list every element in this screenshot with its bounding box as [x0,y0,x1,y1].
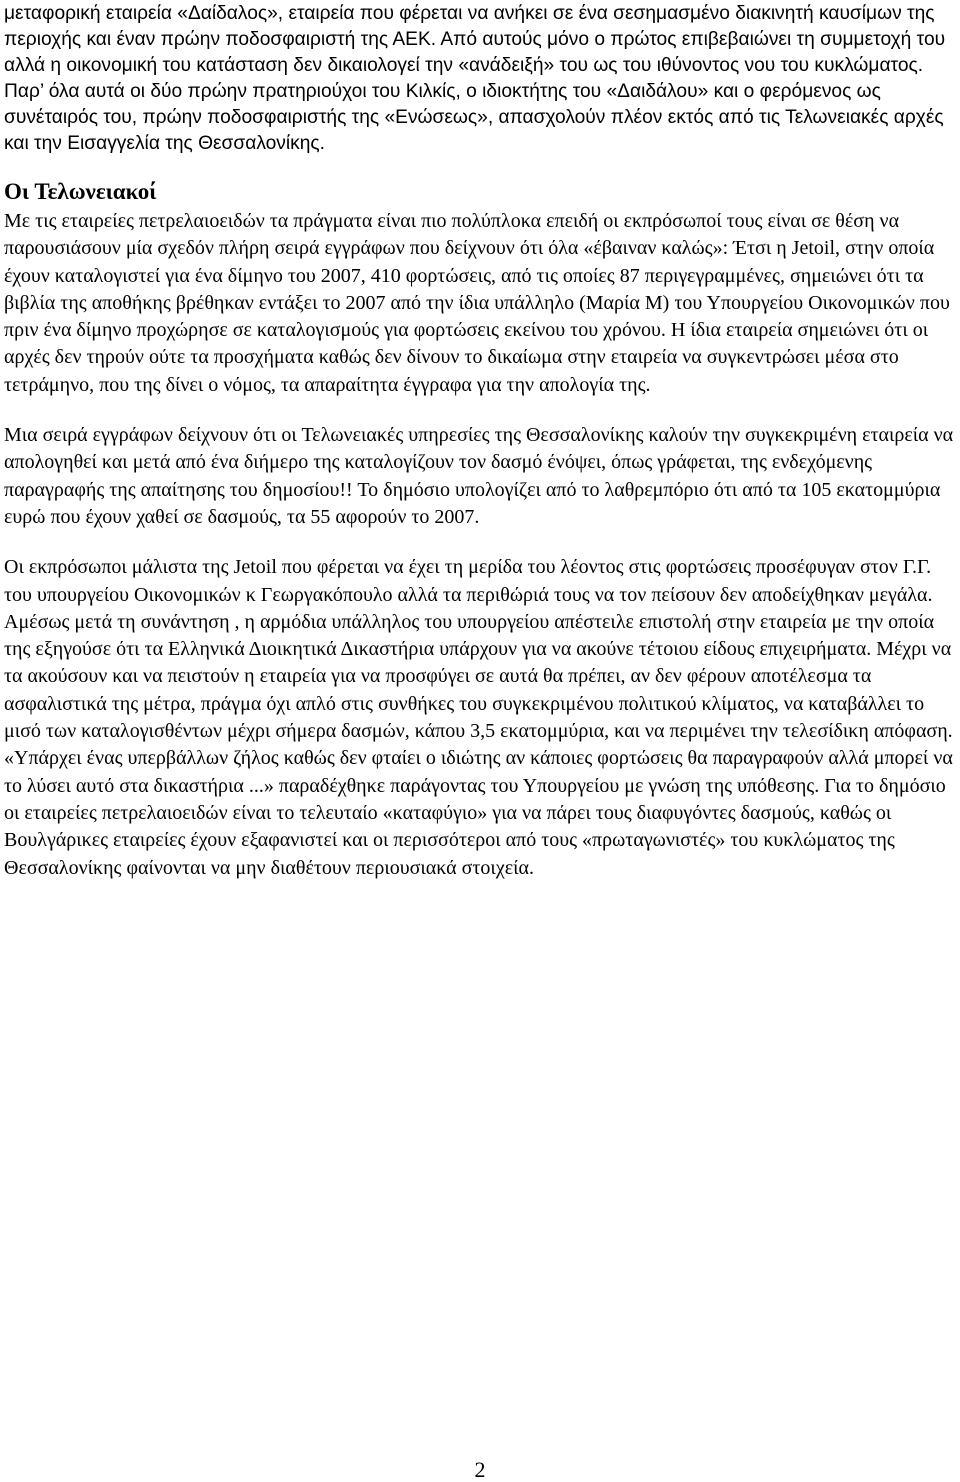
intro-paragraph: μεταφορική εταιρεία «Δαίδαλος», εταιρεία που φέρεται να ανήκει σε ένα σεσημασμένο διακινητή καυσίμων της περιοχής και έναν πρώην ποδοσφαιριστή της ΑΕΚ. Από αυτούς μόνο ο πρώτος επιβεβαιώνει τη συμμετοχή του αλλά η οικονομική του κατάσταση δεν δικαιολογεί την «ανάδειξή» του ως του ιθύνοντος νου του κυκλώματος. Παρ’ όλα αυτά οι δύο πρώην πρατηριούχοι του Κιλκίς, ο ιδιοκτήτης του «Δαιδάλου» και ο φερόμενος ως συνέταιρός του, πρώην ποδοσφαιριστής της «Ενώσεως», απασχολούν πλέον εκτός από τις Τελωνειακές αρχές και την Εισαγγελία της Θεσσαλονίκης. [4,3,946,154]
page-number: 2 [474,1457,486,1482]
document-page [4,0,956,882]
body-paragraph-2: Μια σειρά εγγράφων δείχνουν ότι οι Τελωνειακές υπηρεσίες της Θεσσαλονίκης καλούν την συγκεκριμένη εταιρεία να απολογηθεί και μετά από ένα διήμερο της καταλογίζουν τον δασμό ένόψει, όπως γράφεται, της ενδεχόμενης παραγραφής της απαίτησης του δημοσίου!! Το δημόσιο υπολογίζει από το λαθρεμπόριο ότι από τα 105 εκατομμύρια ευρώ που έχουν χαθεί σε δασμούς, τα 55 αφορούν το 2007. [4,424,954,528]
body-paragraph-1: Με τις εταιρείες πετρελαιοειδών τα πράγματα είναι πιο πολύπλοκα επειδή οι εκπρόσωποί τους είναι σε θέση να παρουσιάσουν μία σχεδόν πλήρη σειρά εγγράφων που δείχνουν ότι όλα «έβαιναν καλώς»: Έτσι η Jetoil, στην οποία έχουν καταλογιστεί για ένα δίμηνο του 2007, 410 φορτώσεις, από τις οποίες 87 περιγεγραμμένες, σημειώνει ότι τα βιβλία της αποθήκης βρέθηκαν εντάξει το 2007 από την ίδια υπάλληλο (Μαρία Μ) του Υπουργείου Οικονομικών που πριν ένα δίμηνο προχώρησε σε καταλογισμούς για φορτώσεις εκείνου του χρόνου. Η ίδια εταιρεία σημειώνει ότι οι αρχές δεν τηρούν ούτε τα προσχήματα καθώς δεν δίνουν το δικαίωμα στην εταιρεία να συγκεντρώσει μέσα στο τετράμηνο, που της δίνει ο νόμος, τα απαραίτητα έγγραφα για την απολογία της. [4,210,950,396]
section-heading: Οι Τελωνειακοί [4,179,157,204]
body-paragraph-3: Οι εκπρόσωποι μάλιστα της Jetoil που φέρεται να έχει τη μερίδα του λέοντος στις φορτώσεις προσέφυγαν στον Γ.Γ. του υπουργείου Οικονομικών κ Γεωργακόπουλο αλλά τα περιθώριά τους να τον πείσουν δεν αποδείχθηκαν μεγάλα. Αμέσως μετά τη συνάντηση , η αρμόδια υπάλληλος του υπουργείου απέστειλε επιστολή στην εταιρεία με την οποία της εξηγούσε ότι τα Ελληνικά Διοικητικά Δικαστήρια υπάρχουν για να ακούνε τέτοιου είδους επιχειρήματα. Μέχρι να τα ακούσουν και να πειστούν η εταιρεία για να προσφύγει σε αυτά θα πρέπει, αν δεν φέρουν αποτέλεσμα τα ασφαλιστικά της μέτρα, πράγμα όχι απλό στις συνθήκες του συγκεκριμένου πολιτικού κλίματος, να καταβάλλει το μισό των καταλογισθέντων μέχρι σήμερα δασμών, κάπου 3,5 εκατομμύρια, και να περιμένει την τελεσίδικη απόφαση. «Υπάρχει ένας υπερβάλλων ζήλος καθώς δεν φταίει ο ιδιώτης αν κάποιες φορτώσεις θα παραγραφούν αλλά μπορεί να το λύσει αυτό στα δικαστήρια ...» παραδέχθηκε παράγοντας του Υπουργείου με γνώση της υπόθεσης. Για το δημόσιο οι εταιρείες πετρελαιοειδών είναι το τελευταίο «καταφύγιο» για να πάρει τους διαφυγόντες δασμούς, καθώς οι Βουλγάρικες εταιρείες έχουν εξαφανιστεί και οι περισσότεροι από τους «πρωταγωνιστές» του κυκλώματος της Θεσσαλονίκης φαίνονται να μην διαθέτουν περιουσιακά στοιχεία. [4,556,953,879]
